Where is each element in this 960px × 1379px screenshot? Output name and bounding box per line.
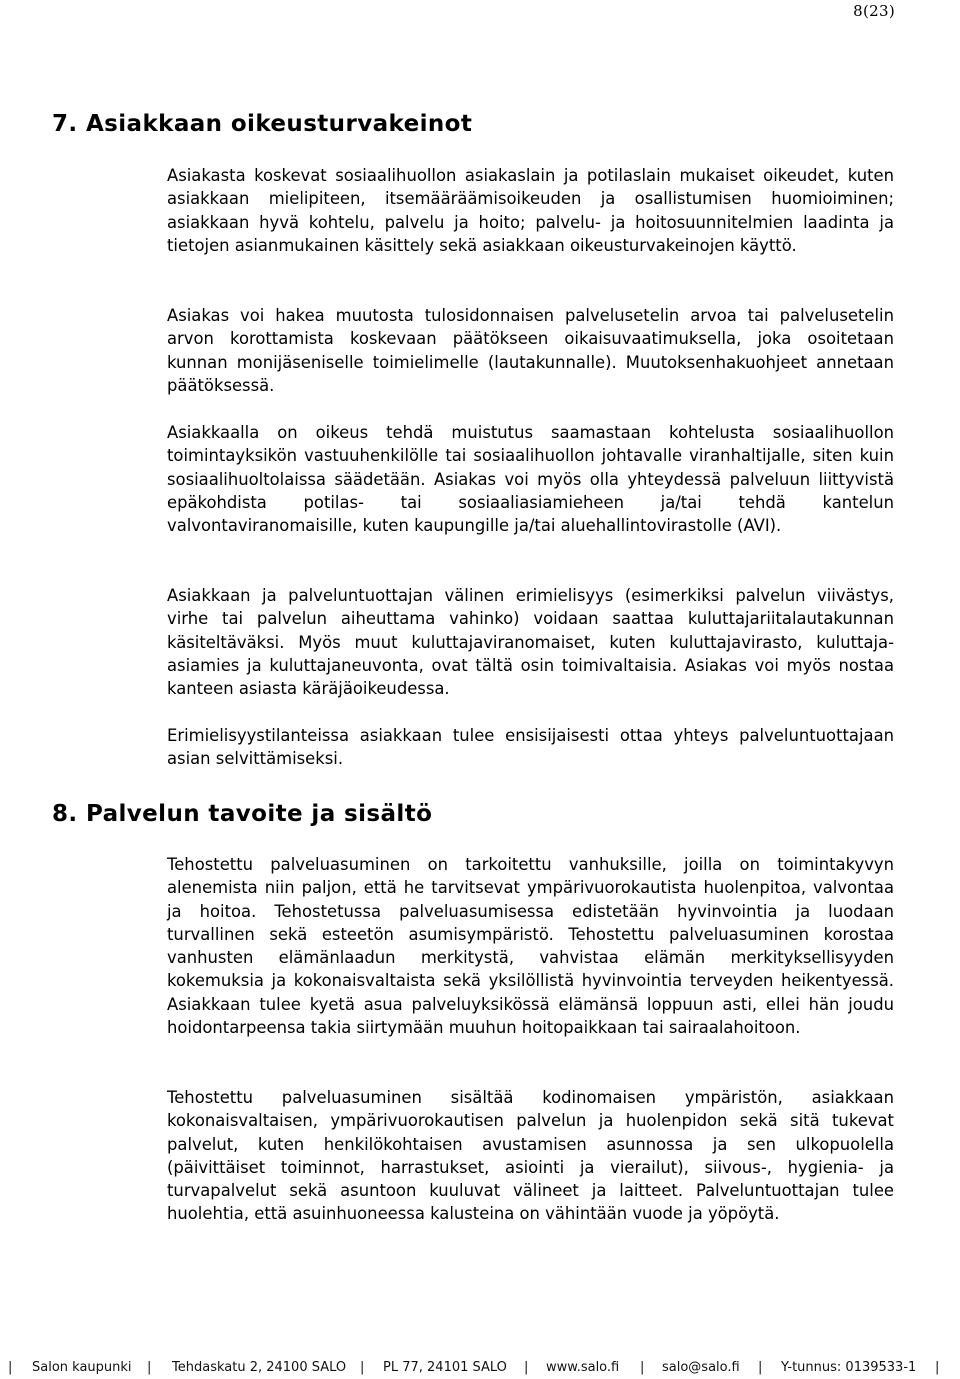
footer-separator: | — [640, 1360, 645, 1375]
footer-email-link[interactable]: salo@salo.fi — [662, 1360, 740, 1375]
section-7-paragraph-2: Asiakas voi hakea muutosta tulosidonnaisen palvelusetelin arvoa tai palvelusetelin arvon korottamista koskevaan päätökseen oikaisuvaatimuksella, joka osoitetaan kunnan monijäseniselle toimielimelle (lautakunnalle). Muutoksenhakuohjeet annetaan päätöksessä. — [167, 306, 894, 395]
footer-separator: | — [8, 1360, 13, 1375]
section-8-paragraph-1: Tehostettu palveluasuminen on tarkoitettu vanhuksille, joilla on toimintakyvyn alenemista niin paljon, että he tarvitsevat ympärivuorokautista huolenpitoa, valvontaa ja hoitoa. Tehostetussa palveluasumisessa edistetään hyvinvointia ja luodaan turvallinen sekä esteetön asumisympäristö. Tehostettu palveluasuminen korostaa vanhusten elämänlaadun merkitystä, vahvistaa elämän merkityksellisyyden kokemuksia ja kokonaisvaltaista sekä yksilöllistä hyvinvointia terveyden heikentyessä. Asiakkaan tulee kyetä asua palveluyksikössä elämänsä loppuun asti, ellei hän joudu hoidontarpeensa takia siirtymään muuhun hoitopaikkaan tai sairaalahoitoon. — [167, 855, 894, 1038]
section-7-paragraph-5: Erimielisyystilanteissa asiakkaan tulee ensisijaisesti ottaa yhteys palveluntuottajaan asian selvittämiseksi. — [167, 726, 894, 769]
footer-business-id: Y-tunnus: 0139533-1 — [781, 1360, 917, 1375]
section-8-paragraph-2: Tehostettu palveluasuminen sisältää kodinomaisen ympäristön, asiakkaan kokonaisvaltaisen, ympärivuorokautisen palvelun ja huolenpidon sekä sitä tukevat palvelut, kuten henkilökohtaisen avustamisen asunnossa ja sen ulkopuolella (päivittäiset toiminnot, harrastukset, asiointi ja vierailut), siivous-, hygienia- ja turvapalvelut sekä asuntoon kuuluvat välineet ja laitteet. Palveluntuottajan tulee huolehtia, että asuinhuoneessa kalusteina on vähintään vuode ja yöpöytä. — [167, 1088, 894, 1224]
footer-po-box: PL 77, 24101 SALO — [383, 1360, 507, 1375]
footer-city: Salon kaupunki — [32, 1360, 132, 1375]
footer-separator: | — [524, 1360, 529, 1375]
page-number: 8(23) — [853, 2, 895, 20]
footer-street-address: Tehdaskatu 2, 24100 SALO — [172, 1360, 347, 1375]
footer-separator: | — [758, 1360, 763, 1375]
footer-separator: | — [935, 1360, 940, 1375]
section-7-heading: 7. Asiakkaan oikeusturvakeinot — [52, 111, 473, 137]
footer-website-link[interactable]: www.salo.fi — [546, 1360, 620, 1375]
footer-separator: | — [147, 1360, 152, 1375]
section-7-paragraph-1: Asiakasta koskevat sosiaalihuollon asiakaslain ja potilaslain mukaiset oikeudet, kuten asiakkaan mielipiteen, itsemääräämisoikeuden ja osallistumisen huomioiminen; asiakkaan hyvä kohtelu, palvelu ja hoito; palvelu- ja hoitosuunnitelmien laadinta ja tietojen asianmukainen käsittely sekä asiakkaan oikeusturvakeinojen käyttö. — [167, 166, 894, 255]
section-8-heading: 8. Palvelun tavoite ja sisältö — [52, 801, 433, 827]
footer-separator: | — [360, 1360, 365, 1375]
section-7-paragraph-4: Asiakkaan ja palveluntuottajan välinen erimielisyys (esimerkiksi palvelun viivästys, virhe tai palvelun aiheuttama vahinko) voidaan saattaa kuluttajariitalautakunnan käsiteltäväksi. Myös muut kuluttajaviranomaiset, kuten kuluttajavirasto, kuluttaja-asiamies ja kuluttajaneuvonta, ovat tältä osin toimivaltaisia. Asiakas voi myös nostaa kanteen asiasta käräjäoikeudessa. — [167, 586, 894, 699]
section-7-paragraph-3: Asiakkaalla on oikeus tehdä muistutus saamastaan kohtelusta sosiaalihuollon toimintayksikön vastuuhenkilölle tai sosiaalihuollon johtavalle viranhaltijalle, siten kuin sosiaalihuoltolaissa säädetään. Asiakas voi myös olla yhteydessä palveluun liittyvistä epäkohdista potilas- tai sosiaaliasiamieheen ja/tai tehdä kantelun valvontaviranomaisille, kuten kaupungille ja/tai aluehallintovirastolle (AVI). — [167, 423, 894, 536]
